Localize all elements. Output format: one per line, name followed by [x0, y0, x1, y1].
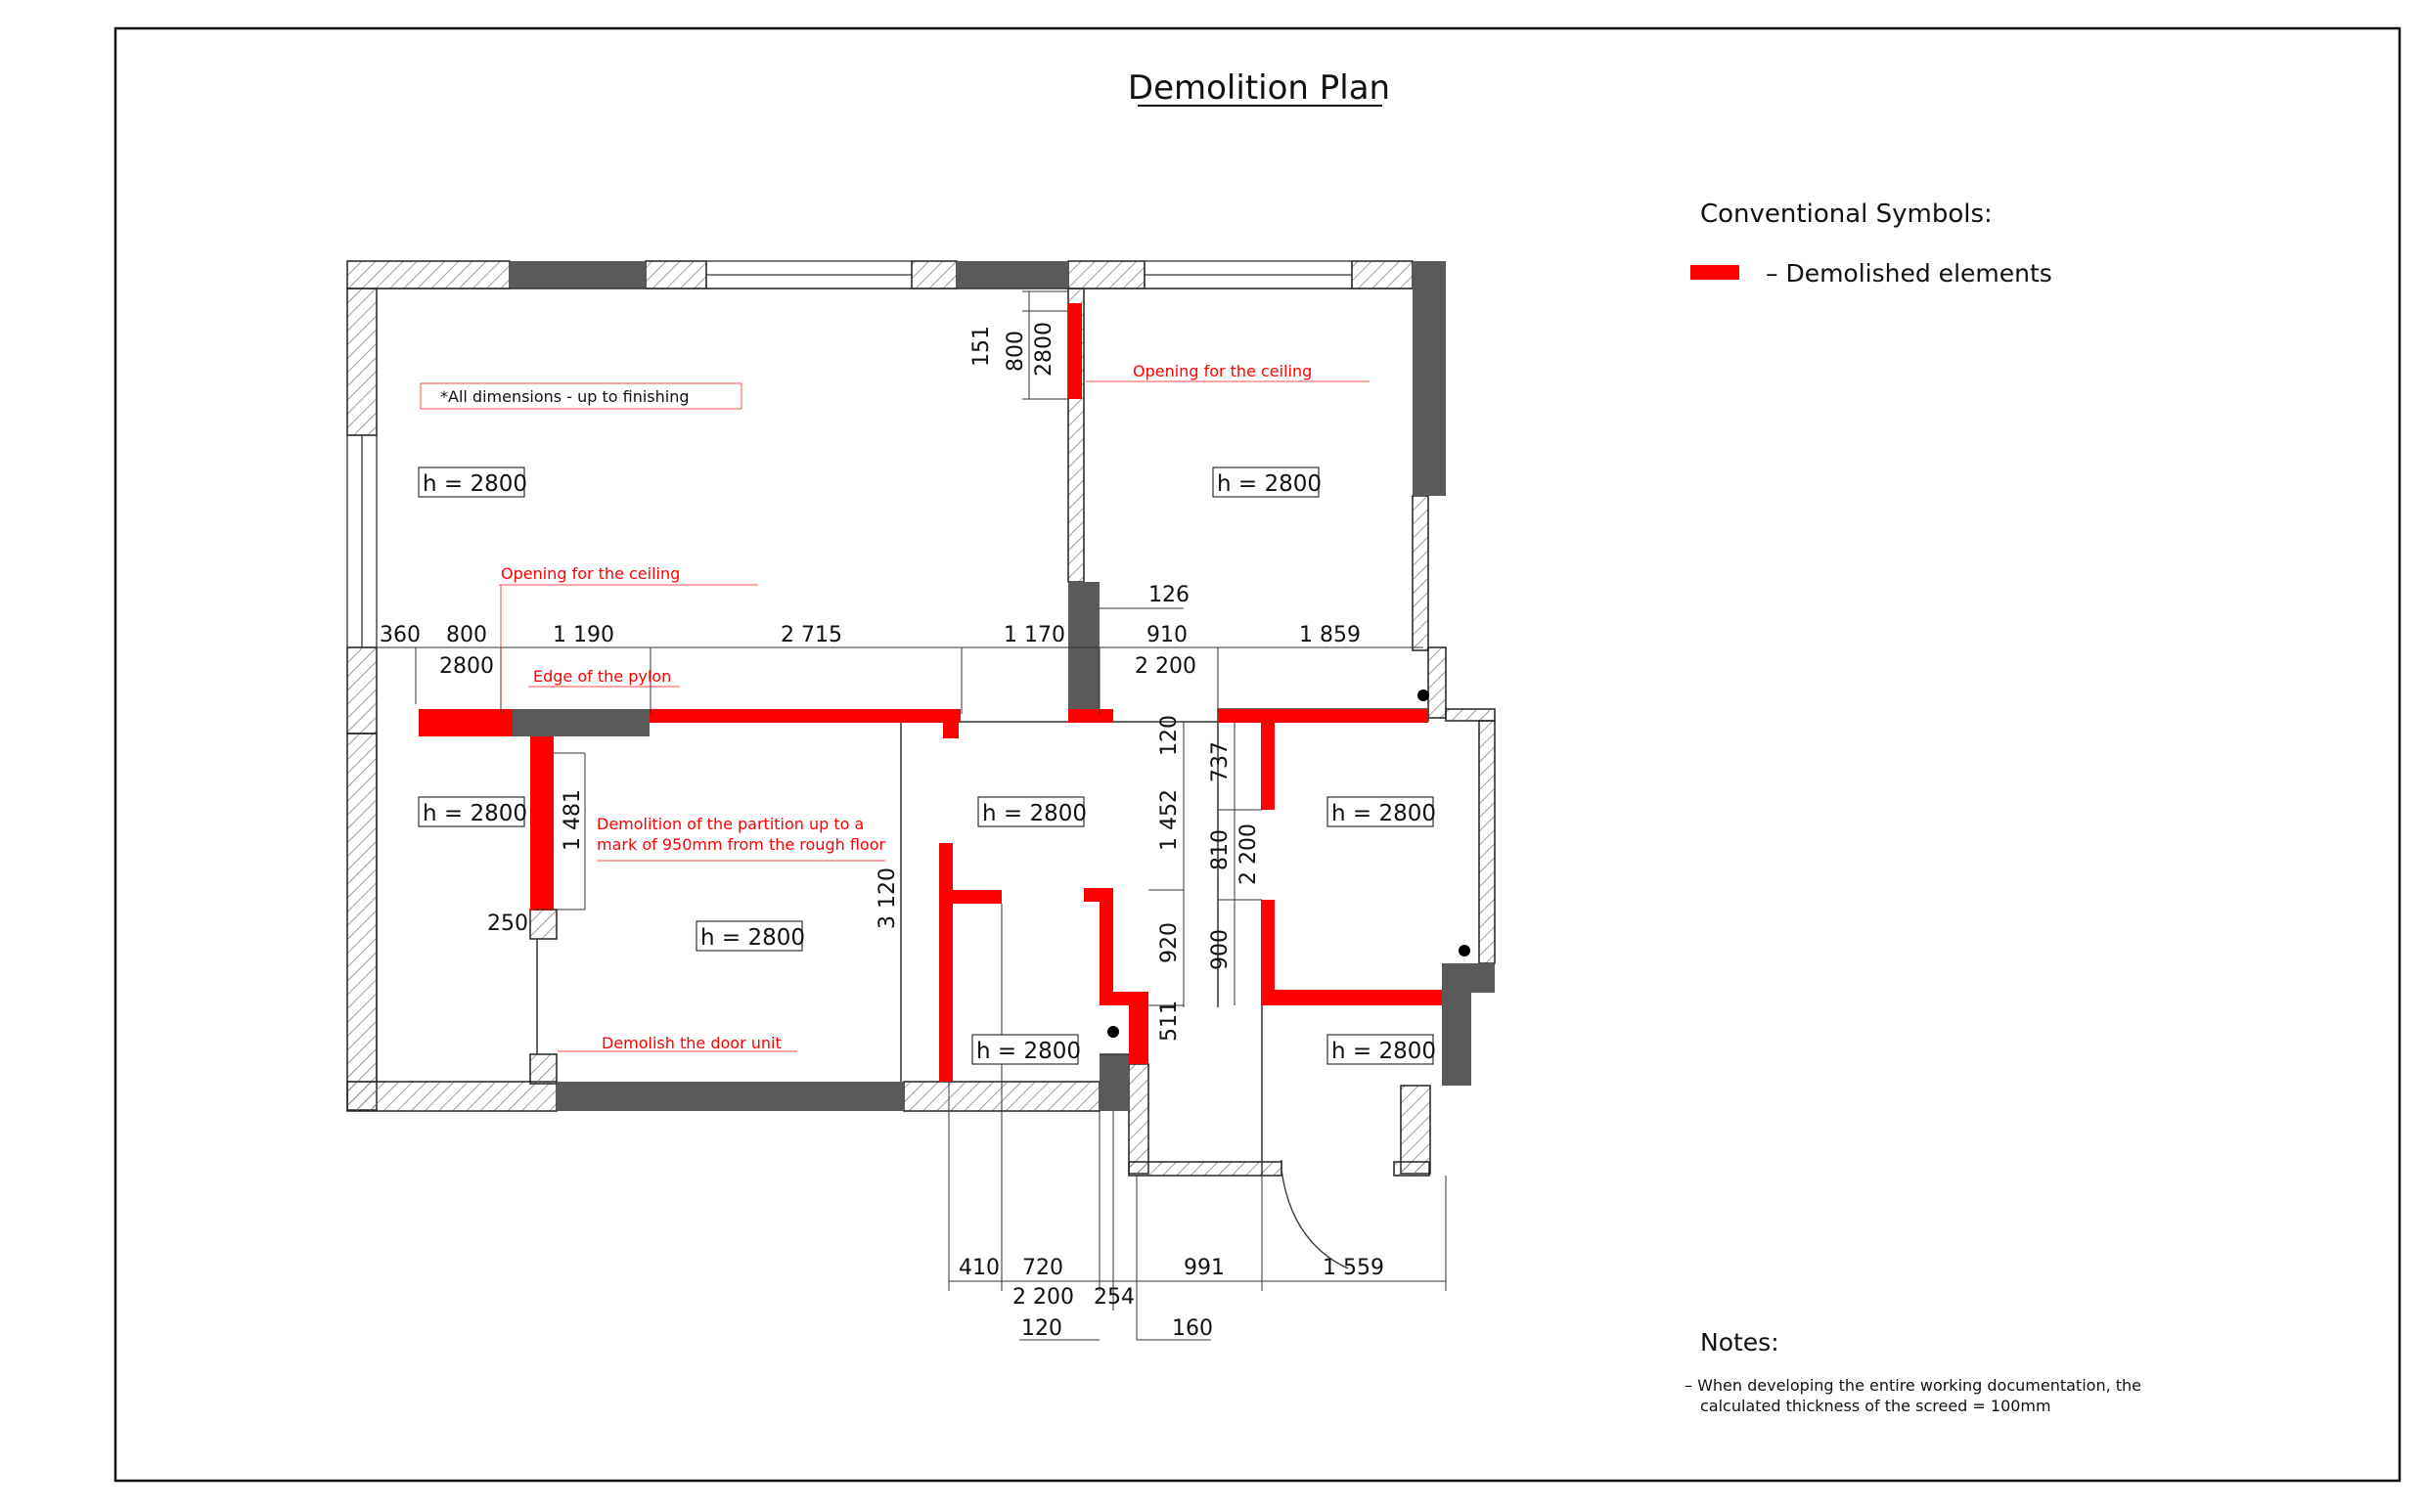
dim-label: 151	[969, 326, 994, 367]
door-swing	[1281, 1170, 1348, 1268]
windows	[347, 261, 1352, 647]
dim-label: 1 859	[1299, 623, 1361, 647]
dim-label: 1 481	[561, 789, 585, 851]
floor-plan	[347, 261, 1495, 1341]
dim-label: 737	[1208, 741, 1233, 782]
opening-ceiling-note: Opening for the ceiling	[1133, 362, 1313, 380]
notes-line-2: calculated thickness of the screed = 100mm	[1700, 1397, 2051, 1415]
partition-note: mark of 950mm from the rough floor	[597, 835, 886, 854]
dim-label: 2800	[1032, 322, 1056, 377]
opening-ceiling-note: Opening for the ceiling	[501, 564, 681, 583]
dim-label: 1 190	[553, 623, 614, 647]
height-label: h = 2800	[1217, 471, 1323, 497]
door-unit-note: Demolish the door unit	[602, 1034, 782, 1052]
height-label: h = 2800	[1331, 1039, 1437, 1064]
dim-label: 800	[1004, 331, 1028, 372]
notes-heading: Notes:	[1700, 1328, 1779, 1356]
height-label: h = 2800	[423, 801, 528, 826]
height-boxes	[419, 467, 1433, 1064]
dim-label: 800	[446, 623, 487, 647]
dim-label: 991	[1184, 1256, 1225, 1280]
notes-line-1: – When developing the entire working documentation, the	[1685, 1376, 2142, 1395]
dim-label: 3 120	[876, 867, 900, 929]
dim-label: 410	[959, 1256, 1000, 1280]
page-title: Demolition Plan	[1127, 68, 1391, 108]
dim-label: 900	[1208, 929, 1233, 970]
demolished-elements	[419, 303, 1442, 1082]
dim-label: 920	[1157, 922, 1182, 963]
edge-pylon-note: Edge of the pylon	[533, 667, 672, 686]
all-dimensions-note: *All dimensions - up to finishing	[440, 387, 690, 406]
partition-note: Demolition of the partition up to a	[597, 815, 865, 833]
dim-label: 126	[1148, 583, 1190, 607]
dim-label: 2800	[439, 654, 494, 679]
dim-label: 1 559	[1323, 1256, 1384, 1280]
dim-label: 254	[1094, 1285, 1135, 1310]
dim-label: 2 200	[1236, 823, 1261, 885]
legend-heading: Conventional Symbols:	[1700, 200, 1993, 229]
dim-label: 1 452	[1157, 789, 1182, 851]
legend-demolished-swatch	[1690, 265, 1739, 280]
dim-label: 720	[1022, 1256, 1063, 1280]
column-dot	[1107, 1026, 1119, 1038]
column-dot	[1459, 945, 1470, 956]
column-dot	[1417, 689, 1429, 701]
dim-label: 910	[1146, 623, 1188, 647]
height-label: h = 2800	[982, 801, 1088, 826]
height-label: h = 2800	[423, 471, 528, 497]
legend-demolished-label: – Demolished elements	[1766, 259, 2052, 288]
dim-label: 2 715	[781, 623, 842, 647]
dim-label: 2 200	[1012, 1285, 1074, 1310]
sheet-frame	[115, 28, 2400, 1481]
dim-label: 120	[1157, 715, 1182, 756]
dim-label: 120	[1021, 1316, 1062, 1341]
dim-label: 250	[487, 912, 528, 936]
dim-label: 2 200	[1135, 654, 1196, 679]
height-label: h = 2800	[976, 1039, 1082, 1064]
dim-label: 160	[1172, 1316, 1213, 1341]
height-label: h = 2800	[1331, 801, 1437, 826]
dim-label: 511	[1157, 1001, 1182, 1042]
dim-label: 1 170	[1004, 623, 1065, 647]
dim-label: 360	[380, 623, 421, 647]
height-label: h = 2800	[700, 925, 806, 951]
dim-label: 810	[1208, 829, 1233, 870]
